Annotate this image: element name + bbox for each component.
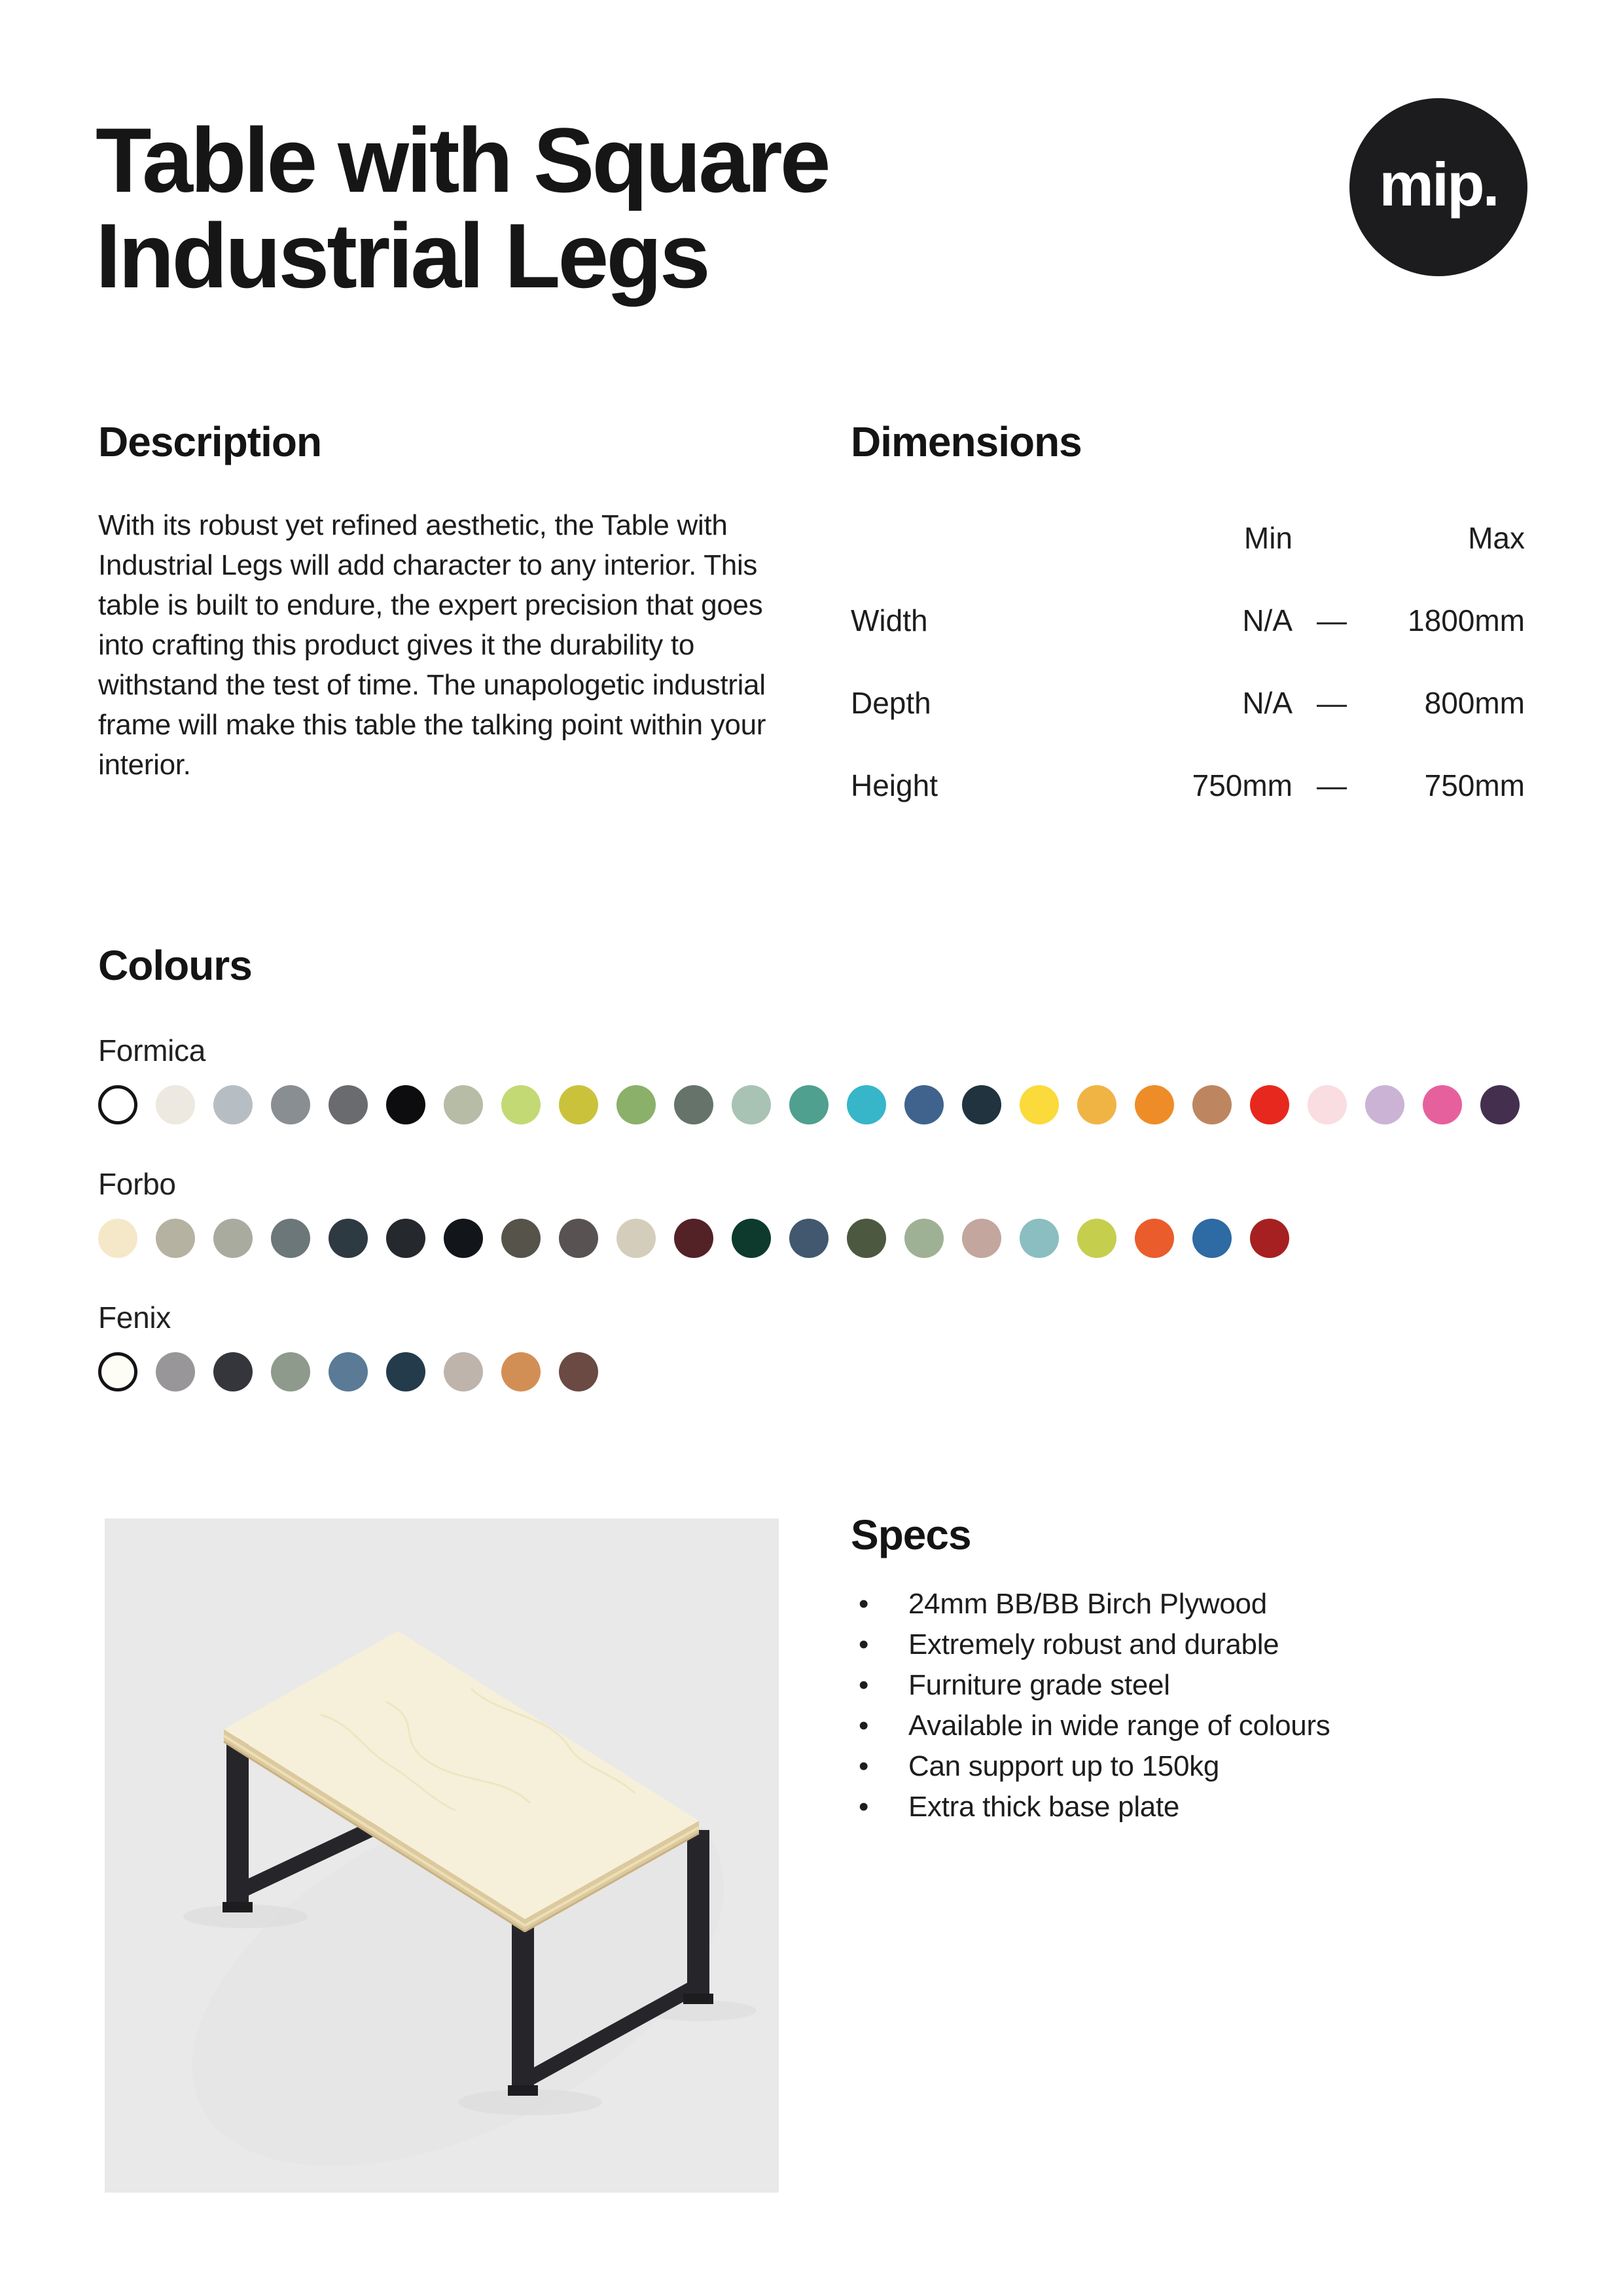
colour-swatch — [732, 1219, 771, 1258]
colour-swatch — [1250, 1219, 1289, 1258]
specs-item — [851, 1624, 1544, 1665]
colour-swatch — [1480, 1085, 1520, 1124]
colour-group-label: Forbo — [98, 1167, 176, 1201]
colour-swatch — [98, 1352, 137, 1391]
product-image — [105, 1518, 779, 2193]
colour-swatch — [329, 1219, 368, 1258]
dimension-row-dash: — — [1317, 603, 1347, 637]
colours-heading: Colours — [98, 942, 252, 989]
bullet-dot: • — [859, 1791, 869, 1823]
colour-swatch — [1077, 1219, 1116, 1258]
dimension-row-max: 750mm — [1424, 768, 1525, 802]
colour-swatch — [501, 1085, 541, 1124]
colour-swatch — [444, 1085, 483, 1124]
colour-swatch — [329, 1352, 368, 1391]
dimension-row-label: Height — [851, 768, 938, 802]
colour-swatch — [213, 1085, 253, 1124]
dimensions-header-spacer — [851, 522, 1126, 554]
colour-swatch — [1365, 1085, 1404, 1124]
colour-swatch — [156, 1352, 195, 1391]
colour-swatch — [674, 1085, 713, 1124]
bullet-dot: • — [859, 1628, 869, 1660]
right-leg-back-base-plate — [683, 1994, 713, 2004]
colour-swatch — [732, 1085, 771, 1124]
colour-swatch — [847, 1219, 886, 1258]
specs-heading: Specs — [851, 1511, 971, 1558]
dimensions-header-dash-spacer — [1293, 522, 1371, 554]
specs-item — [851, 1706, 1544, 1746]
colour-swatch — [386, 1219, 425, 1258]
specs-item-text: Extra thick base plate — [908, 1791, 1180, 1823]
colour-swatch — [616, 1085, 656, 1124]
swatch-row — [98, 1352, 1531, 1391]
page-title-line2: Industrial Legs — [96, 204, 708, 307]
colour-swatch — [789, 1219, 829, 1258]
colour-swatch — [156, 1219, 195, 1258]
dimension-row-min: N/A — [1242, 686, 1293, 720]
colour-swatch — [962, 1219, 1001, 1258]
dimension-row-min: 750mm — [1192, 768, 1293, 802]
bullet-dot: • — [859, 1710, 869, 1742]
description-heading: Description — [98, 418, 322, 465]
left-leg-base-plate — [223, 1902, 253, 1912]
specs-item-text: 24mm BB/BB Birch Plywood — [908, 1588, 1267, 1620]
colour-swatch — [329, 1085, 368, 1124]
colour-group-label: Formica — [98, 1033, 206, 1067]
colour-swatch — [271, 1219, 310, 1258]
specs-list — [851, 1584, 1544, 1827]
colour-swatch — [444, 1219, 483, 1258]
dimensions-header-min: Min — [1243, 521, 1293, 555]
brand-logo-text: mip. — [1379, 150, 1498, 219]
colour-swatch — [674, 1219, 713, 1258]
colour-group-fenix — [98, 1300, 1531, 1391]
colour-swatch — [904, 1085, 944, 1124]
dimension-row-max: 1800mm — [1408, 603, 1525, 637]
colour-swatch — [98, 1219, 137, 1258]
colour-swatch — [1308, 1085, 1347, 1124]
colour-swatch — [616, 1219, 656, 1258]
right-leg-back-post — [687, 1830, 709, 1999]
colour-group-forbo — [98, 1166, 1531, 1258]
colour-groups — [98, 1033, 1531, 1433]
specs-item-text: Extremely robust and durable — [908, 1628, 1279, 1660]
colour-swatch — [559, 1352, 598, 1391]
colour-swatch — [1077, 1085, 1116, 1124]
specs-item — [851, 1787, 1544, 1827]
specs-item — [851, 1584, 1544, 1624]
colour-swatch — [1192, 1085, 1232, 1124]
specs-item — [851, 1665, 1544, 1706]
dimensions-heading: Dimensions — [851, 418, 1082, 465]
specs-item-text: Can support up to 150kg — [908, 1750, 1219, 1782]
colour-swatch — [98, 1085, 137, 1124]
bullet-dot: • — [859, 1588, 869, 1620]
swatch-row — [98, 1085, 1531, 1124]
colour-swatch — [1250, 1085, 1289, 1124]
right-leg-front-post — [512, 1922, 534, 2090]
swatch-row — [98, 1219, 1531, 1258]
colour-swatch — [1020, 1085, 1059, 1124]
dimension-row-dash: — — [1317, 768, 1347, 802]
colour-swatch — [559, 1085, 598, 1124]
dimensions-header-max: Max — [1468, 521, 1525, 555]
colour-group-formica — [98, 1033, 1531, 1124]
colour-swatch — [213, 1219, 253, 1258]
colour-swatch — [1020, 1219, 1059, 1258]
colour-swatch — [444, 1352, 483, 1391]
page-title — [96, 109, 829, 307]
colour-swatch — [1135, 1219, 1174, 1258]
colour-swatch — [386, 1085, 425, 1124]
page-title-line1: Table with Square — [96, 109, 829, 211]
colour-swatch — [847, 1085, 886, 1124]
bullet-dot: • — [859, 1669, 869, 1701]
colour-swatch — [271, 1352, 310, 1391]
colour-swatch — [501, 1219, 541, 1258]
specs-item-text: Furniture grade steel — [908, 1669, 1170, 1701]
specs-item-text: Available in wide range of colours — [908, 1710, 1330, 1742]
dimension-row-label: Width — [851, 603, 928, 637]
colour-swatch — [156, 1085, 195, 1124]
bullet-dot: • — [859, 1750, 869, 1782]
description-body: With its robust yet refined aesthetic, the Table with Industrial Legs will add character to any interior. This table is built to endure, the expert precision that goes into crafting this product gives it the durability to withstand the test of time. The unapologetic industrial frame will make this table the talking point within your interior. — [98, 509, 766, 781]
colour-swatch — [271, 1085, 310, 1124]
colour-swatch — [789, 1085, 829, 1124]
colour-swatch — [962, 1085, 1001, 1124]
specs-item — [851, 1746, 1544, 1787]
dimension-row-max: 800mm — [1424, 686, 1525, 720]
colour-swatch — [1423, 1085, 1462, 1124]
colour-swatch — [386, 1352, 425, 1391]
dimension-row-min: N/A — [1242, 603, 1293, 637]
right-leg-front-base-plate — [508, 2085, 538, 2096]
product-render-table-illustration — [105, 1518, 779, 2193]
brand-logo — [1349, 98, 1527, 276]
dimension-row-label: Depth — [851, 686, 931, 720]
colour-swatch — [1192, 1219, 1232, 1258]
colour-swatch — [501, 1352, 541, 1391]
dimension-row-dash: — — [1317, 686, 1347, 720]
colour-swatch — [904, 1219, 944, 1258]
left-leg-front-post — [226, 1738, 249, 1907]
colour-swatch — [213, 1352, 253, 1391]
colour-swatch — [559, 1219, 598, 1258]
colour-swatch — [1135, 1085, 1174, 1124]
dimensions-table — [851, 522, 1525, 801]
colour-group-label: Fenix — [98, 1300, 171, 1335]
